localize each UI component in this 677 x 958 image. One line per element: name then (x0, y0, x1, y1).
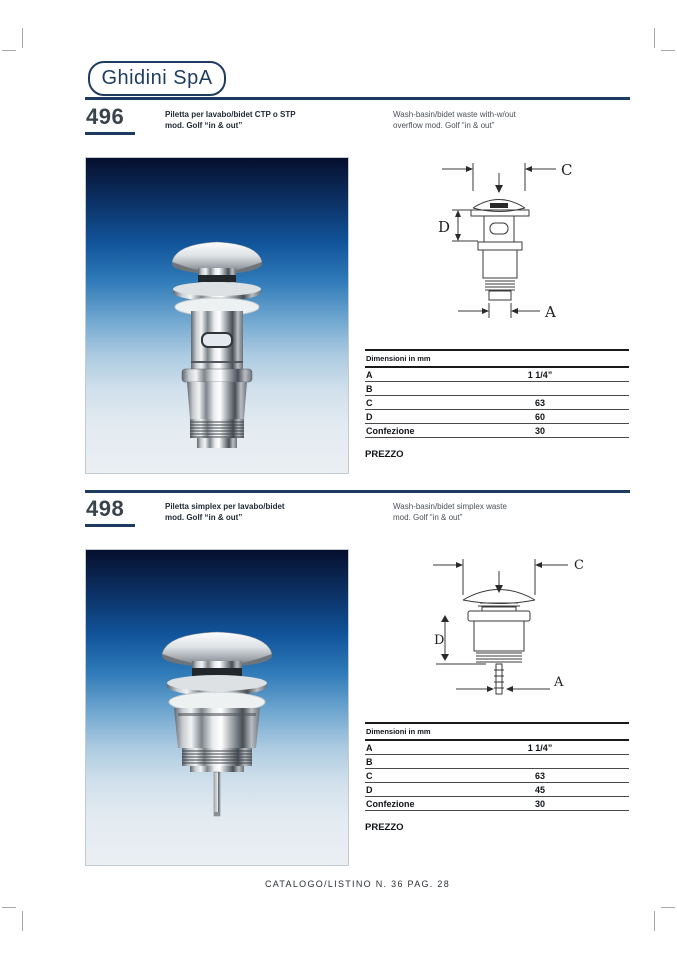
price-label: PREZZO (365, 822, 404, 833)
dim-label: D (366, 784, 373, 795)
down-arrow-icon (495, 585, 503, 593)
technical-diagram (428, 551, 608, 727)
arrowhead-icon (487, 686, 494, 692)
technical-diagram (428, 153, 608, 329)
dimension-label-d: D (434, 633, 445, 648)
chrome-waste-photo-illustration (86, 158, 348, 473)
brand-logo (88, 61, 226, 96)
chrome-waste-photo-illustration (86, 550, 348, 865)
dim-label: Confezione (366, 425, 415, 436)
dimension-label-a: A (545, 303, 556, 321)
product-description-italian (165, 110, 390, 131)
header-rule (85, 97, 630, 100)
dim-label: B (366, 383, 373, 394)
dim-value: 63 (534, 397, 545, 408)
product-code-underline (85, 524, 135, 527)
product-photo (85, 549, 349, 866)
table-header: Dimensioni in mm (365, 722, 629, 741)
product-section-496 (0, 102, 677, 487)
crop-mark (22, 911, 23, 931)
dim-value: 30 (534, 798, 545, 809)
arrowhead-icon (535, 562, 542, 568)
product-code-underline (85, 132, 135, 135)
dim-label: B (366, 756, 373, 767)
arrowhead-icon (506, 686, 513, 692)
product-description-italian (165, 502, 390, 523)
arrowhead-icon (525, 166, 532, 172)
arrowhead-icon (441, 654, 449, 661)
dim-value: 30 (534, 425, 545, 436)
arrowhead-icon (455, 210, 461, 217)
table-row (365, 410, 629, 424)
dim-label: D (366, 411, 373, 422)
crop-mark (661, 50, 675, 51)
description-line: mod. Golf “in & out” (165, 512, 243, 522)
table-header: Dimensioni in mm (365, 349, 629, 368)
dim-label: A (366, 742, 373, 753)
crop-mark (22, 28, 23, 48)
description-line: Wash-basin/bidet waste with-w/out (393, 110, 516, 119)
product-photo (85, 157, 349, 474)
crop-mark (654, 28, 655, 48)
down-arrow-icon (495, 185, 503, 193)
table-row (365, 396, 629, 410)
dimension-label-c: C (561, 161, 573, 179)
product-section-498 (0, 494, 677, 884)
table-row (365, 741, 629, 755)
crop-mark (2, 50, 16, 51)
dimension-drawing (428, 153, 608, 329)
dimension-label-d: D (438, 218, 451, 236)
arrowhead-icon (441, 615, 449, 622)
description-line: Wash-basin/bidet simplex waste (393, 502, 507, 511)
dimensions-table (365, 722, 629, 833)
price-label: PREZZO (365, 449, 404, 460)
product-code: 498 (86, 496, 125, 521)
table-row (365, 797, 629, 811)
dim-label: A (366, 369, 373, 380)
crop-mark (661, 907, 675, 908)
product-description-english (393, 502, 618, 523)
table-row (365, 755, 629, 769)
dim-value: 63 (534, 770, 545, 781)
section-rule (85, 490, 630, 493)
dim-value: 60 (534, 411, 545, 422)
arrowhead-icon (455, 234, 461, 241)
dim-label: C (366, 770, 373, 781)
arrowhead-icon (482, 308, 489, 314)
table-row (365, 382, 629, 396)
table-row (365, 769, 629, 783)
description-line: mod. Golf “in & out” (165, 120, 243, 130)
dimensions-table (365, 349, 629, 460)
crop-mark (654, 911, 655, 931)
dim-value: 45 (534, 784, 545, 795)
dim-label: C (366, 397, 373, 408)
dim-label: Confezione (366, 798, 415, 809)
description-line: mod. Golf “in & out” (393, 512, 463, 522)
page-footer: CATALOGO/LISTINO N. 36 PAG. 28 (264, 879, 451, 889)
table-row (365, 368, 629, 382)
table-row (365, 424, 629, 438)
arrowhead-icon (456, 562, 463, 568)
dim-value: 1 1/4” (527, 742, 553, 753)
product-code: 496 (86, 104, 125, 129)
description-line: overflow mod. Golf “in & out” (393, 120, 495, 130)
description-line: Piletta per lavabo/bidet CTP o STP (165, 110, 296, 119)
dim-value: 1 1/4” (527, 369, 553, 380)
brand-logo-text: Ghidini SpA (101, 67, 213, 89)
dimension-drawing (428, 551, 608, 719)
crop-mark (2, 907, 16, 908)
arrowhead-icon (511, 308, 518, 314)
table-row (365, 783, 629, 797)
product-description-english (393, 110, 618, 131)
description-line: Piletta simplex per lavabo/bidet (165, 502, 285, 511)
dimension-label-c: C (574, 558, 584, 573)
dimension-label-a: A (554, 675, 564, 690)
arrowhead-icon (466, 166, 473, 172)
